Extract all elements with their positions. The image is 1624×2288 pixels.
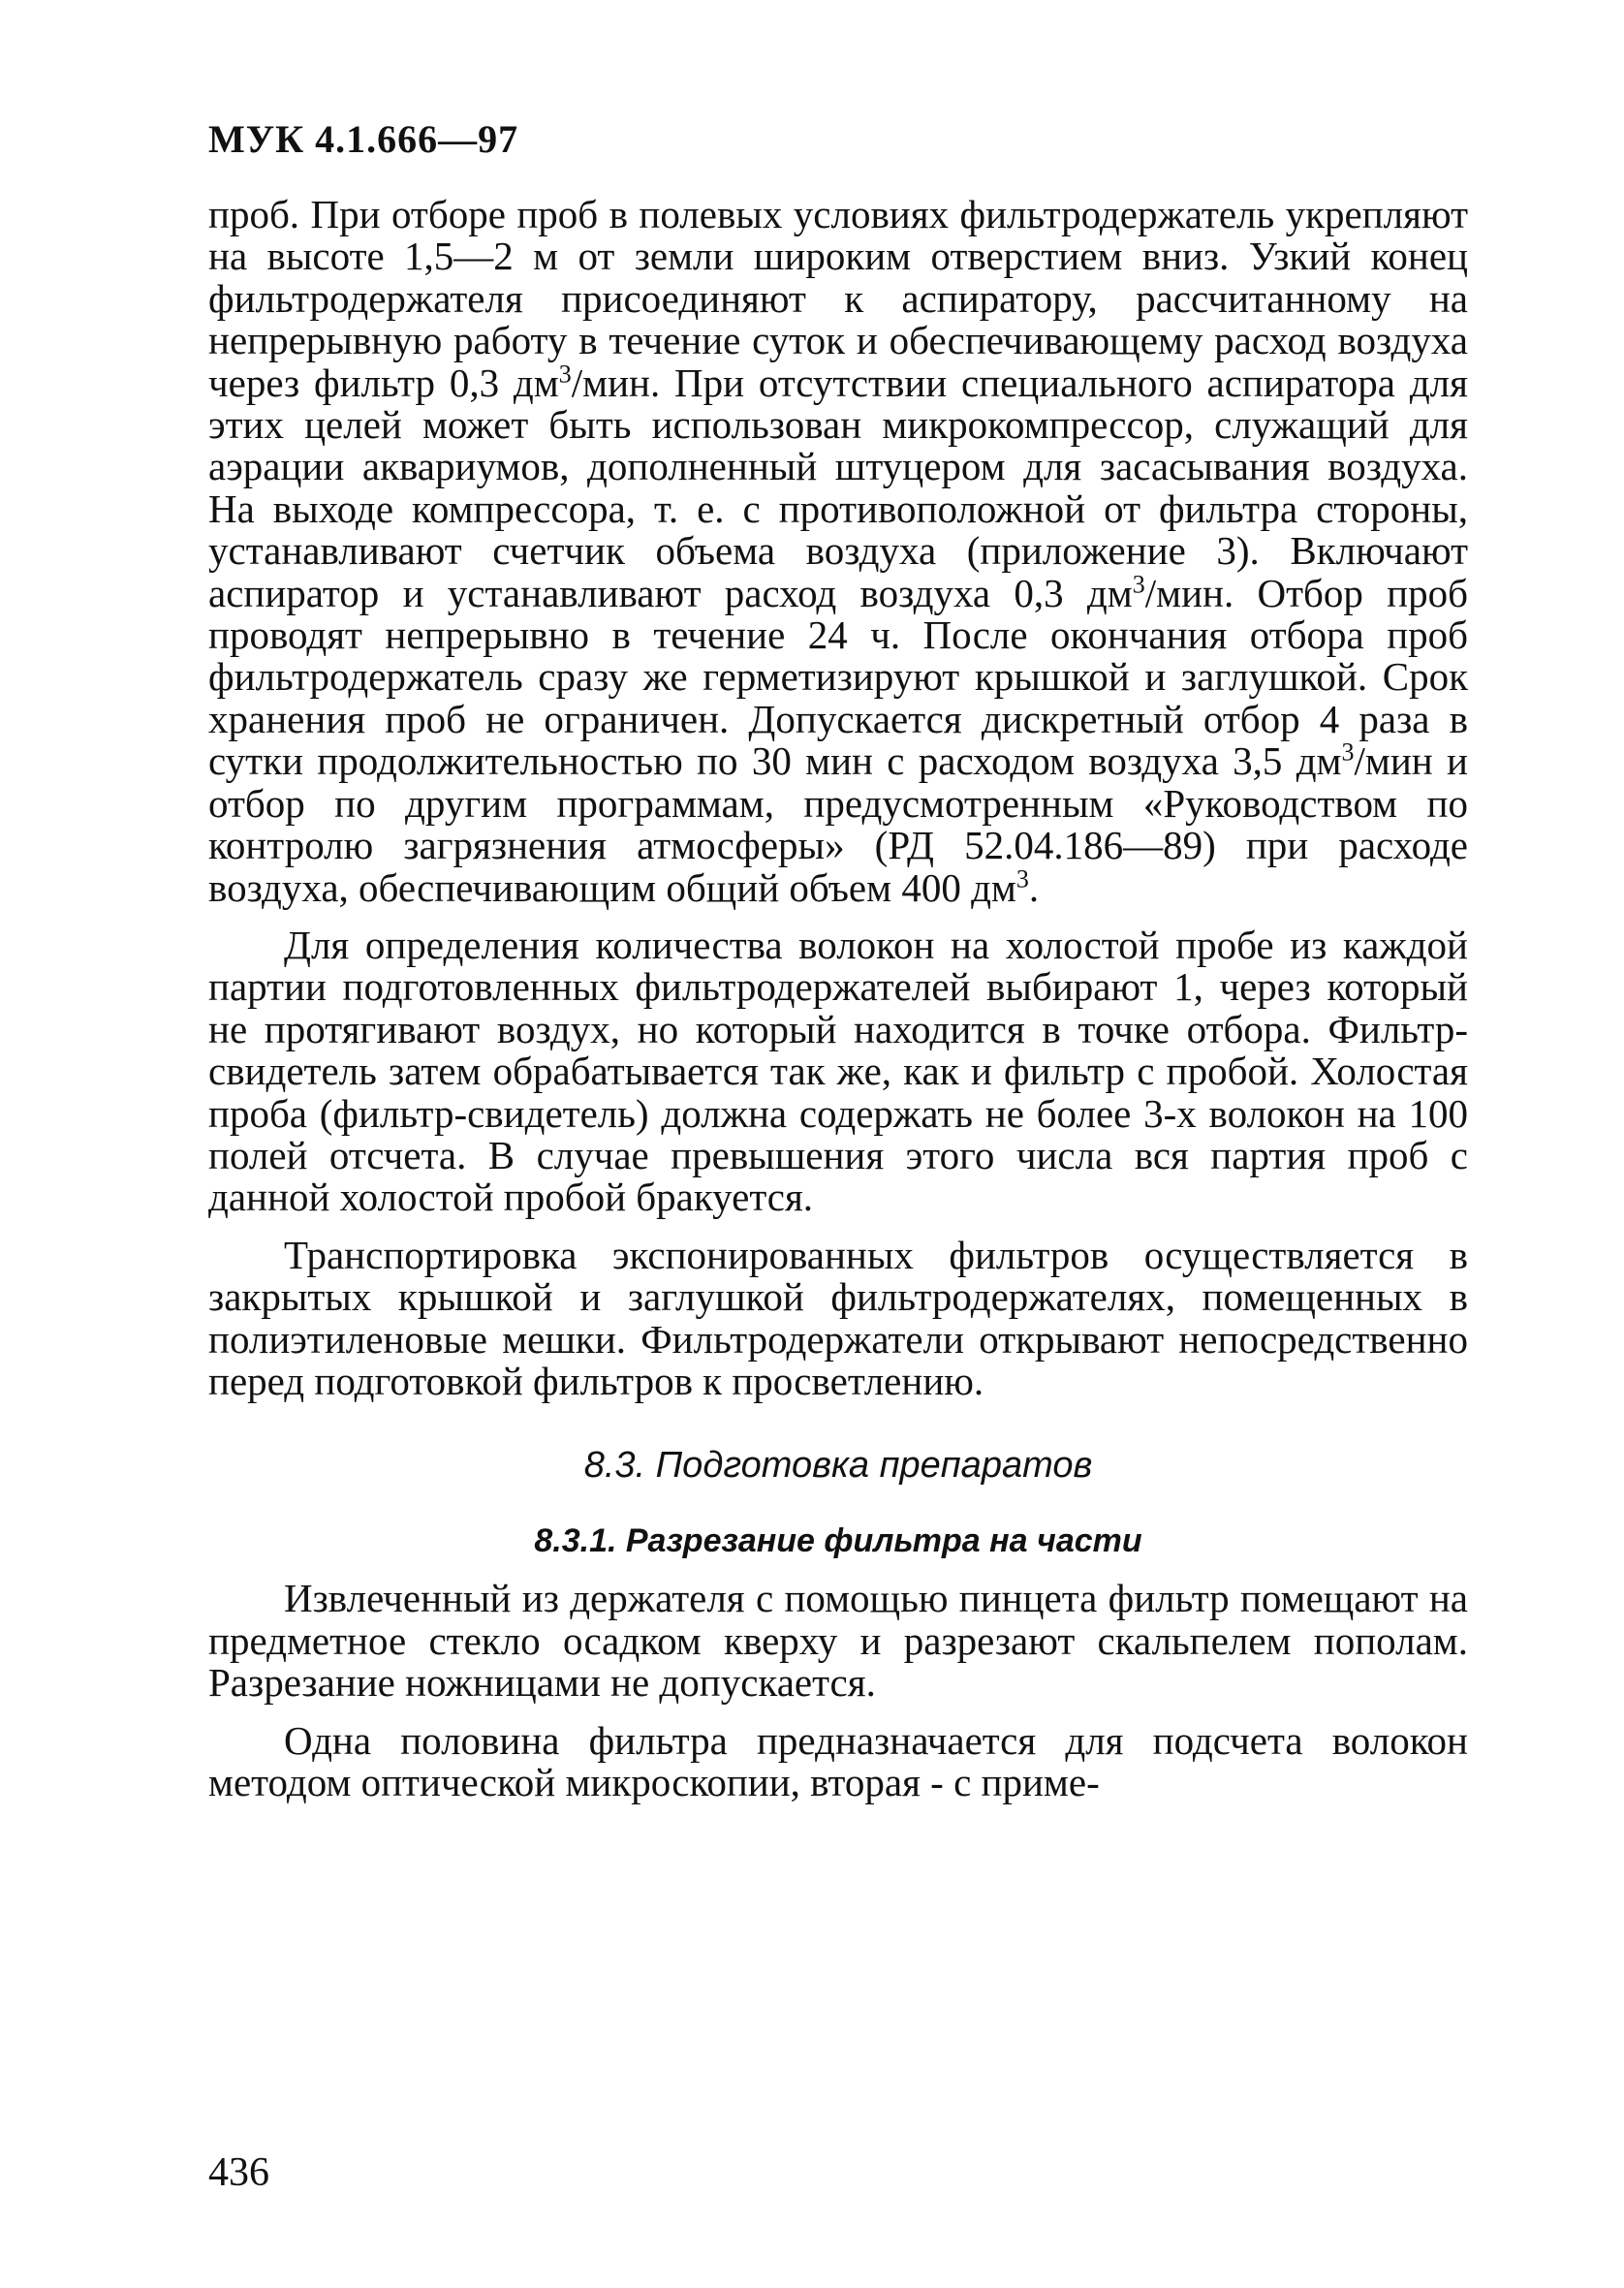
document-code-header: МУК 4.1.666—97 <box>208 117 519 161</box>
body-text <box>208 194 1468 1803</box>
superscript-3: 3 <box>558 359 572 388</box>
paragraph-sampling-part-c: /мин. Отбор проб проводят непрерывно в течение 24 ч. После окончания отбора проб фильтродержатель сразу же герметизируют крышкой и заглушкой. Срок хранения проб не ограничен. Допускается дискретный отбор 4 раза в сутки продолжительностью по 30 мин с расходом воздуха 3,5 дм <box>208 570 1468 784</box>
paragraph-sampling <box>208 194 1468 909</box>
paragraph-sampling-part-d: /мин и отбор по другим программам, предусмотренным «Руководством по контролю загрязнения атмосферы» (РД 52.04.186—89) при расходе воздуха, обеспечивающим общий объем 400 дм <box>208 738 1468 910</box>
paragraph-cutting: Извлеченный из держателя с помощью пинцета фильтр помещают на предметное стекло осадком кверху и разрезают скальпелем пополам. Разрезание ножницами не допускается. <box>208 1576 1468 1706</box>
paragraph-transportation: Транспортировка экспонированных фильтров осуществляется в закрытых крышкой и заглушкой фильтродержателях, помещенных в полиэтиленовые мешки. Фильтродержатели открывают непосредственно перед подготовкой фильтров к просветлению. <box>208 1232 1468 1403</box>
paragraph-halves: Одна половина фильтра предназначается для подсчета волокон методом оптической микроскопии, вторая - с приме- <box>208 1717 1468 1804</box>
superscript-3: 3 <box>1341 737 1355 767</box>
paragraph-blank-sample: Для определения количества волокон на холостой пробе из каждой партии подготовленных фильтродержателей выбирают 1, через который не протягивают воздух, но который находится в точке отбора. Фильтр-свидетель затем обрабатывается так же, как и фильтр с пробой. Холостая проба (фильтр-свидетель) должна содержать не более 3-х волокон на 100 полей отсчета. В случае превышения этого числа вся партия проб с данной холостой пробой бракуется. <box>208 922 1468 1220</box>
superscript-3: 3 <box>1132 570 1145 598</box>
page-number: 436 <box>208 2150 269 2195</box>
subsection-heading: 8.3.1. Разрезание фильтра на части <box>534 1522 1142 1560</box>
superscript-3: 3 <box>1015 863 1029 893</box>
paragraph-sampling-part-a: проб. При отборе проб в полевых условиях фильтродержатель укрепляют на высоте 1,5—2 м от земли широким отверстием вниз. Узкий конец фильтродержателя присоединяют к аспиратору, рассчитанному на непрерывную работу в течение суток и обеспечивающему расход воздуха через фильтр 0,3 дм <box>208 192 1468 405</box>
section-heading: 8.3. Подготовка препаратов <box>583 1445 1093 1487</box>
paragraph-sampling-part-e: . <box>1028 864 1040 910</box>
paragraph-sampling-part-b: /мин. При отсутствии специального аспиратора для этих целей может быть использован микрокомпрессор, служащий для аэрации аквариумов, дополненный штуцером для засасывания воздуха. На выходе компрессора, т. е. с противоположной от фильтра стороны, устанавливают счетчик объема воздуха (приложение 3). Включают аспиратор и устанавливают расход воздуха 0,3 дм <box>208 360 1469 615</box>
